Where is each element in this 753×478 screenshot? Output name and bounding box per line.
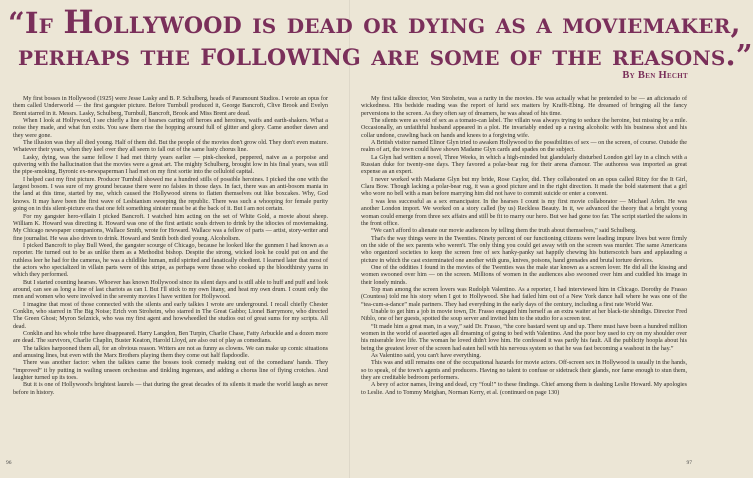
headline-line-2 <box>18 35 753 73</box>
paragraph: One of the oddities I found in the movies of the Twenties was the male star known as a screen lover. He did all the kissing and women swooned over him — on the screen. Millions of women in the audiences also swooned over him and cuddled his image in their lonely minds. <box>361 264 687 286</box>
headline-line-1 <box>8 3 741 41</box>
paragraph: When I look at Hollywood, I see chiefly a line of hearses carting off heroes and heroines, waifs and earth-shakers. What a noise they made, and what fun exits. You saw them rise the hopping around full of glitter and glory. Came another dawn and they were gone. <box>13 118 328 139</box>
byline: By Ben Hecht <box>622 70 688 81</box>
paragraph: I helped cast my first picture. Producer Turnbull showed me a hundred stills of possible heroines. I picked the one with the largest bosom. I was sure of my ground because there were no falsies in those days. In fact, there was an anti-bosom mania in the land at this time, started by me, which caused the Hollywood sirens to flatten themselves out like boxcakes. Why, God knows. It may have been the first wave of Lesbianism sweeping the republic. There was such a whooping for female purity going on in this silent-picture era that one felt something sinister must be at the back of it. But I am not certain. <box>13 176 328 213</box>
left-column <box>13 96 328 456</box>
paragraph: La Glyn had written a novel, Three Weeks, in which a high-minded but glandularly disturbed London girl lay in a clinch with a Russian duke for twenty-one days. They favored a polar-bear rug for their arena d'amour. The authoress was imported as great expense as an expert. <box>361 154 687 176</box>
paragraph: Lasky, dying, was the same fellow I had met thirty years earlier — pink-cheeked, peppered, naive as a porpoise and quivering with the hallucination that the movies were a great art. The mighty Schulberg, brought low in his final years, was still the pipe-smoking, Byronic ex-newspaperman I had met on my first sortie into the celluloid capital. <box>13 154 328 176</box>
paragraph: I imagine that most of those connected with the silents and early talkies I wrote are underground. I recall chiefly Chester Conklin, who starred in The Big Noise; Erich von Stroheim, who starred in The Great Gabbo; Lionel Barrymore, who directed The Green Ghost; Myron Selznick, who was my first agent and howwheedled the studios out of great sums for my scripts. All dead. <box>13 301 328 330</box>
headline-quote-open: “If <box>8 6 64 40</box>
paragraph: The talkies harpooned them all, for an obvious reason. Writers are not as funny as clowns. We can make up comic situations and amusing lines, but even with the Marx Brothers playing them they come out half flapdoodle. <box>13 345 328 360</box>
page-number-left: 96 <box>6 460 12 466</box>
paragraph: “It made him a great man, in a way,” said Dr. Frasso, “the core bastard went up and up. There must have been a hundred million women in the world of assorted ages all dreaming of going to bed with Valentino. And the poor boy used to cry on my shoulder over his miserable love life. The woman he loved didn't love him. He confessed it was partly his fault. All the publicity hoopla about his being the greatest lover of the screen had eaten hell with his nervous system so that he was fast becoming a washout in the hay.” <box>361 323 687 352</box>
paragraph: The silents were as void of sex as a tomato-can label. The villain was always trying to seduce the heroine, but missing by a mile. Occasionally, an unfaithful husband appeared in a plot. He invariably ended up a raving alcoholic with his business shot and his collar undone, crawling back on hands and knees to a forgiving wife. <box>361 118 687 139</box>
paragraph: My first bosses in Hollywood (1925) were Jesse Lasky and B. P. Schulberg, heads of Paramount Studios. I wrote an opus for them called Underworld — the first gangster picture. Before Turnbull produced it, George Bancroft, Clive Brook and Evelyn Brent starred in it. Messrs. Lasky, Schulberg, Turnbull, Bancroft, Brook and Miss Brent are dead. <box>13 96 328 117</box>
paragraph: I picked Bancroft to play Bull Weed, the gangster scourge of Chicago, because he looked like the gunmen I had known as a reporter. He turned out to be as unlike them as a Methodist bishop. Despite the strong, wicked look he could put on and the ruthless leer he had for the cameras, he was a childlike human, mild spirited and fanatically obedient. I learned later that most of the actors who specialized in villain parts were of this stripe, as perhaps were those who cooked up the bloodthirsty yarns in which they performed. <box>13 242 328 279</box>
paragraph: I was less successful as a sex emancipator. In the hearses I count is my first movie collaborator — Michael Arlen. He was another London import. We worked on a story called (by us) Reckless Beauty. In it, we advanced the theory that a bright young woman could emerge from three sex affairs and still be fit to marry our hero. But we had gone too far. The script startled the salons in the front office. <box>361 198 687 227</box>
paragraph: The illusion was they all died young. Half of them did. But the people of the movies don't grow old. They don't even mature. Whatever their years, when they keel over they all seem to fall out of the same lusty chorus line. <box>13 140 328 154</box>
paragraph: “We can't afford to alienate our movie audiences by telling them the truth about themselves,” said Schulberg. <box>371 228 637 235</box>
headline-part-3: are some of the reasons.” <box>361 38 753 72</box>
article-headline <box>8 3 753 73</box>
headline-word-hollywood: Hollywood <box>63 3 242 41</box>
right-column <box>361 96 687 456</box>
headline-part-1: is dead or dying as a moviemaker, <box>241 6 741 40</box>
paragraph: For my gangster hero-villain I picked Bancroft. I watched him acting on the set of White Gold, a movie about sheep. William K. Howard was directing it. Howard was one of the first artistic souls driven to drink by the idiocies of moviemaking. My Chicago newspaper companions, Wallace Smith, wrote for Howard. Wallace was a fellow of parts — artist, story-writer and fine journalist. He was also driven to drink. Howard and Smith both died young. Alcoholism. <box>13 213 328 242</box>
paragraph: A bevy of actor names, living and dead, cry “foul!” to these findings. Chief among them is dashing Leslie Howard. My apologies to Leslie. And to Tommy Meighan, Norman Kerry, et al. (continued on page 130) <box>361 382 687 396</box>
paragraph: My first talkie director, Von Stroheim, was a rarity in the movies. He was actually what he pretended to be — an aficionado of wickedness. His bedside reading was the report of lurid sex matters by Krafft-Ebing. He dreamed of bringing all the fancy perversions to the screen. As they often say of dreamers, he was ahead of his time. <box>361 96 687 117</box>
paragraph: That's the way things were in the Twenties. Ninety percent of our functioning citizens were leading impure lives but were firmly on the side of the sex parents who weren't. The only thing you could get away with on the screen was murder. The same Americans who organized societies to keep the screen free of sex hanky-panky sat happily chewing his butterscotch bars and applauding a picture in which the cast exterminated one another with guns, knives, poisons, hand grenades and brutal torture devices. <box>361 235 687 264</box>
paragraph: As Valentino said, you can't have everything. <box>371 353 481 360</box>
paragraph: But it is one of Hollywood's brightest laurels — that during the great decades of its silents it made the world laugh as never before in history. <box>13 382 328 396</box>
paragraph: A British visitor named Elinor Glyn tried to awaken Hollywood to the possibilities of sex — on the screen, of course. Outside the realm of art, the town could have shown Madame Glyn cards and spades on the subject. <box>361 140 687 154</box>
paragraph: But I started counting hearses. Whoever has known Hollywood since its silent days and is still able to huff and puff and look around, can see as long a line of last chariots as can I. But I'll stick to my own litany, and heat my own drum. I count only the men and women who were involved in the seventy movies I have written for Hollywood. <box>13 279 328 301</box>
paragraph: I never worked with Madame Glyn but my bride, Rose Caylor, did. They collaborated on an opus called Ritzy for the It Girl, Clara Bow. Though lacking a polar-bear rug, it was a good picture and in the right direction. It made the bold statement that a girl who wore no bell with a man before marrying him did not have to commit suicide or enter a convent. <box>361 176 687 198</box>
page-number-right: 97 <box>686 460 692 466</box>
headline-part-2: perhaps the <box>18 38 201 72</box>
headline-word-following: following <box>200 35 362 73</box>
paragraph: Unable to get him a job in movie town, Dr. Frasso engaged him herself as an extra waiter at her black-tie shindigs. Director Fred Niblo, one of her guests, spotted the soup server and invited him to the studio for a screen test. <box>361 308 687 323</box>
paragraph: There was another factor: when the talkies came the bosses took comedy making out of the comedians' hands. They “improved” it by putting in wailing unseen orchestras and tinkling ingenues, and adding a chorus line of flying crotches. And laughter turned up its toes. <box>13 360 328 382</box>
paragraph: Top man among the screen lovers was Rudolph Valentino. As a reporter, I had interviewed him in Chicago. Dorothy de Frasso (Countess) told me his story when I got to Hollywood. She had failed him out of a New York dance hall where he was one of the “tea-cum-a-dance” male partners. They had everything in the early days of the century, including a first rate World War. <box>361 286 687 308</box>
paragraph: This was and still remains one of the occupational hazards for movie actors. Off-screen sex in Hollywood is usually in the hands, so to speak, of the town's agents and producers. Having no talent to confuse or sidetrack their glands, nor fame enough to stun them, they are creditable bedroom performers. <box>361 360 687 382</box>
paragraph: Conklin and his whole tribe have disappeared. Harry Langdon, Ben Turpin, Charlie Chase, Fatty Arbuckle and a dozen more are dead. The survivors, Charlie Chaplin, Buster Keaton, Harold Lloyd, are also out of play as comedians. <box>13 331 328 345</box>
